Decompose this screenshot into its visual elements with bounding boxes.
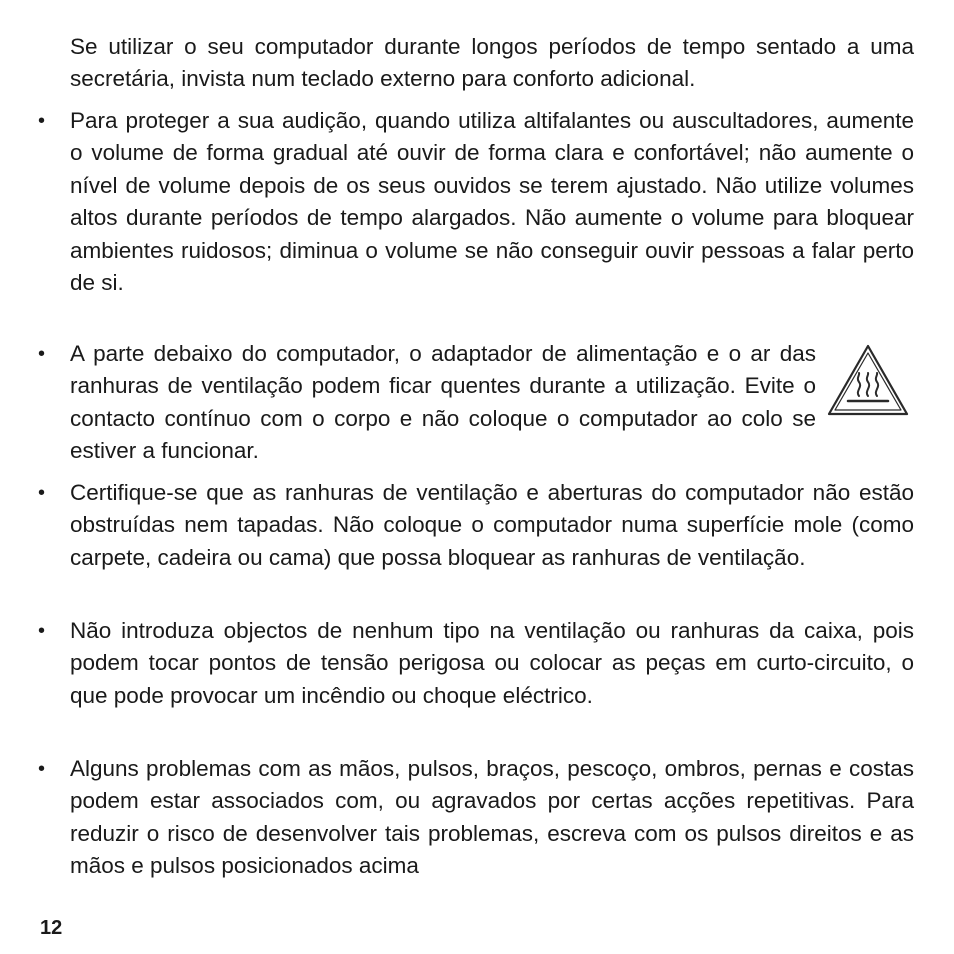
bullet-text-ventilation: Certifique-se que as ranhuras de ventilação e aberturas do computador não estão obstruídas nem tapadas. Não coloque o computador numa superfície mole (como carpete, cadeira ou cama) que possa bloquear as ranhuras de ventilação. [70, 480, 914, 570]
bullet-marker-5: • [38, 758, 46, 780]
bullet-marker-1: • [38, 110, 46, 132]
bullet-marker-3: • [38, 482, 46, 504]
bullet-text-hearing: Para proteger a sua audição, quando utiliza altifalantes ou auscultadores, aumente o volume de forma gradual até ouvir de forma clara e confortável; não aumente o nível de volume depois de os seus ouvidos se terem ajustado. Não utilize volumes altos durante períodos de tempo alargados. Não aumente o volume para bloquear ambientes ruidosos; diminua o volume se não conseguir ouvir pessoas a falar perto de si. [70, 108, 914, 296]
hot-surface-warning-icon [826, 342, 910, 418]
bullet-text-heat: A parte debaixo do computador, o adaptador de alimentação e o ar das ranhuras de ventilação podem ficar quentes durante a utilização. Evite o contacto contínuo com o corpo e não coloque o computador ao colo se estiver a funcionar. [70, 341, 816, 464]
bullet-text-objects: Não introduza objectos de nenhum tipo na ventilação ou ranhuras da caixa, pois podem tocar pontos de tensão perigosa ou colocar as peças em curto-circuito, o que pode provocar um incêndio ou choque eléctrico. [70, 618, 914, 708]
page-number: 12 [40, 917, 63, 939]
bullet-text-ergonomics: Alguns problemas com as mãos, pulsos, braços, pescoço, ombros, pernas e costas podem estar associados com, ou agravados por certas acções repetitivas. Para reduzir o risco de desenvolver tais problemas, escreva com os pulsos direitos e as mãos e pulsos posicionados acima [70, 756, 914, 879]
intro-paragraph: Se utilizar o seu computador durante longos períodos de tempo sentado a uma secretária, invista num teclado externo para conforto adicional. [70, 34, 914, 92]
bullet-marker-2: • [38, 343, 46, 365]
bullet-marker-4: • [38, 620, 46, 642]
